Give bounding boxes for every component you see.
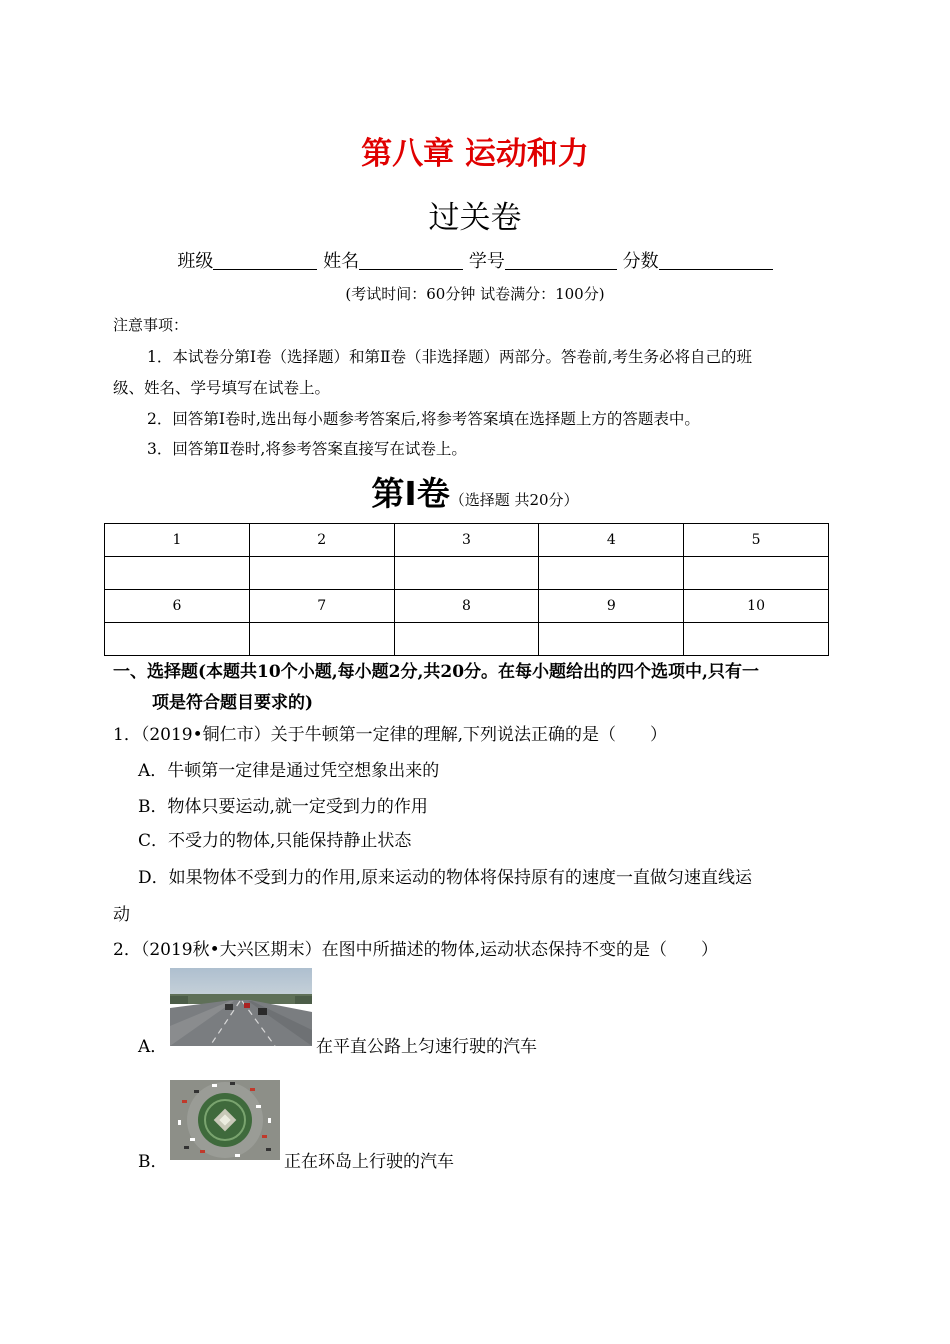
- question-number-cell: 10: [684, 590, 829, 623]
- answer-cell[interactable]: [539, 557, 684, 590]
- question-number-cell: 9: [539, 590, 684, 623]
- student-info-line: [0, 247, 950, 273]
- exam-time-note: (考试时间：60分钟 试卷满分：100分): [345, 285, 605, 303]
- answer-cell[interactable]: [394, 623, 539, 656]
- answer-cell[interactable]: [684, 557, 829, 590]
- volume-note: （选择题 共20分）: [449, 491, 579, 509]
- name-blank[interactable]: [359, 251, 463, 270]
- answer-cell[interactable]: [249, 623, 394, 656]
- paper-subtitle: 过关卷: [428, 200, 522, 236]
- notice-heading: 注意事项：: [113, 316, 189, 334]
- notice-item-1: 1．本试卷分第Ⅰ卷（选择题）和第Ⅱ卷（非选择题）两部分。答卷前,考生务必将自己的班: [147, 348, 752, 366]
- question-number-cell: 2: [249, 524, 394, 557]
- notice-item-2: 2．回答第Ⅰ卷时,选出每小题参考答案后,将参考答案填在选择题上方的答题表中。: [147, 410, 700, 428]
- question-1-option-c: C．不受力的物体,只能保持静止状态: [138, 831, 412, 851]
- question-1-stem: 1．（2019•铜仁市）关于牛顿第一定律的理解,下列说法正确的是（ ）: [113, 725, 668, 745]
- question-1-option-d-cont: 动: [113, 905, 130, 925]
- question-2-stem: 2．（2019秋•大兴区期末）在图中所描述的物体,运动状态保持不变的是（ ）: [113, 940, 719, 960]
- question-number-cell: 4: [539, 524, 684, 557]
- notice-item-1-cont: 级、姓名、学号填写在试卷上。: [113, 379, 331, 397]
- volume-name: 第Ⅰ卷: [371, 474, 450, 513]
- question-1-option-d: D．如果物体不受到力的作用,原来运动的物体将保持原有的速度一直做匀速直线运: [138, 868, 753, 888]
- chapter-title: 第八章 运动和力: [361, 136, 589, 172]
- question-number-cell: 1: [105, 524, 250, 557]
- question-1-option-a: A．牛顿第一定律是通过凭空想象出来的: [138, 761, 440, 781]
- highway-photo: [170, 968, 312, 1046]
- section-heading-cont: 项是符合题目要求的): [152, 693, 314, 713]
- question-2-option-a-label: A．: [138, 1037, 168, 1057]
- question-number-cell: 7: [249, 590, 394, 623]
- answer-cell[interactable]: [105, 557, 250, 590]
- answer-table-row: [105, 524, 829, 557]
- answer-table-row: [105, 557, 829, 590]
- roundabout-photo: [170, 1080, 280, 1160]
- answer-table-row: [105, 590, 829, 623]
- question-1-option-b: B．物体只要运动,就一定受到力的作用: [138, 797, 428, 817]
- class-blank[interactable]: [213, 251, 317, 270]
- question-number-cell: 5: [684, 524, 829, 557]
- section-heading: 一、选择题(本题共10个小题,每小题2分,共20分。在每小题给出的四个选项中,只有一: [113, 662, 759, 682]
- answer-table: [104, 523, 829, 656]
- class-label: 班级: [177, 251, 214, 272]
- question-2-option-a-text: 在平直公路上匀速行驶的汽车: [316, 1037, 537, 1057]
- question-number-cell: 8: [394, 590, 539, 623]
- answer-cell[interactable]: [684, 623, 829, 656]
- id-blank[interactable]: [505, 251, 617, 270]
- answer-cell[interactable]: [394, 557, 539, 590]
- answer-cell[interactable]: [105, 623, 250, 656]
- question-number-cell: 3: [394, 524, 539, 557]
- answer-table-row: [105, 623, 829, 656]
- answer-cell[interactable]: [249, 557, 394, 590]
- notice-item-3: 3．回答第Ⅱ卷时,将参考答案直接写在试卷上。: [147, 440, 467, 458]
- question-2-option-b-label: B．: [138, 1152, 168, 1172]
- volume-title: [0, 468, 950, 515]
- id-label: 学号: [468, 251, 505, 272]
- score-label: 分数: [622, 251, 659, 272]
- score-blank[interactable]: [659, 251, 773, 270]
- question-2-option-b-text: 正在环岛上行驶的汽车: [284, 1152, 454, 1172]
- name-label: 姓名: [323, 251, 360, 272]
- answer-cell[interactable]: [539, 623, 684, 656]
- question-number-cell: 6: [105, 590, 250, 623]
